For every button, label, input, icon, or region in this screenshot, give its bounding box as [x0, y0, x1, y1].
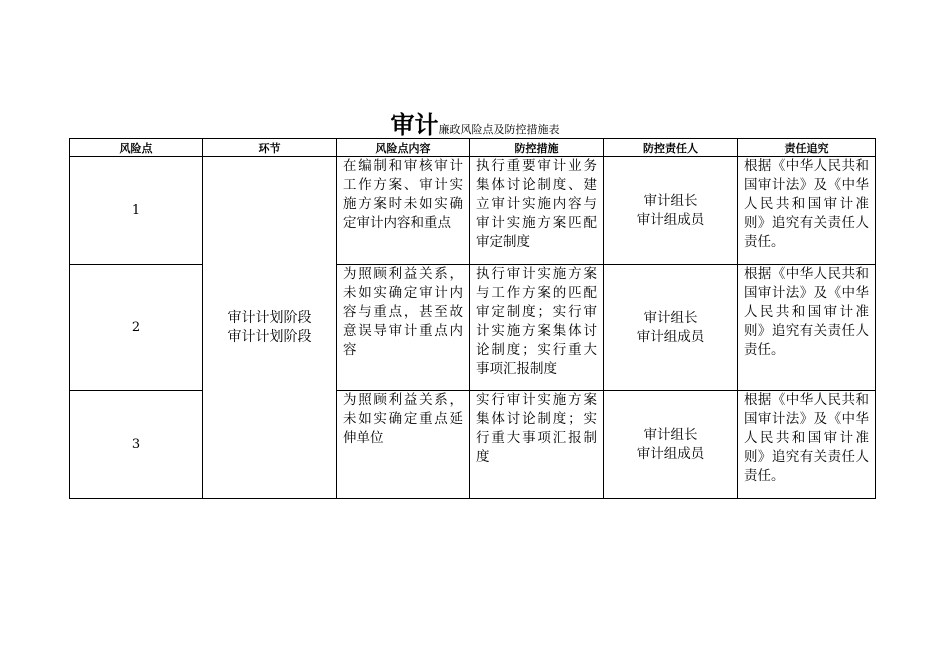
risk-number: 3 — [70, 391, 203, 499]
document-title — [0, 105, 950, 140]
stage-line: 审计计划阶段 — [227, 328, 312, 345]
risk-content: 在编制和审核审计工作方案、审计实施方案时未如实确定审计内容和重点 — [337, 157, 470, 265]
accountability: 根据《中华人民共和国审计法》及《中华人民共和国审计准则》追究有关责任人责任。 — [738, 157, 876, 265]
accountability: 根据《中华人民共和国审计法》及《中华人民共和国审计准则》追究有关责任人责任。 — [738, 391, 876, 499]
table-row — [70, 391, 876, 499]
header-risk-point: 风险点 — [70, 139, 203, 157]
stage-line: 审计计划阶段 — [227, 309, 312, 326]
responsible-person — [604, 265, 738, 391]
control-measures: 实行审计实施方案集体讨论制度；实行重大事项汇报制度 — [470, 391, 604, 499]
control-measures: 执行审计实施方案与工作方案的匹配审定制度；实行审计实施方案集体讨论制度；实行重大事项汇报制度 — [470, 265, 604, 391]
risk-number: 1 — [70, 157, 203, 265]
risk-number: 2 — [70, 265, 203, 391]
responsible-person — [604, 391, 738, 499]
responsible-line: 审计组长 — [643, 426, 698, 443]
responsible-line: 审计组成员 — [636, 328, 705, 345]
title-main: 审计 — [390, 111, 439, 139]
responsible-line: 审计组成员 — [636, 211, 705, 228]
header-stage: 环节 — [203, 139, 337, 157]
responsible-line: 审计组成员 — [636, 445, 705, 462]
table-row — [70, 265, 876, 391]
responsible-line: 审计组长 — [643, 309, 698, 326]
risk-table — [69, 138, 876, 499]
accountability: 根据《中华人民共和国审计法》及《中华人民共和国审计准则》追究有关责任人责任。 — [738, 265, 876, 391]
header-risk-content: 风险点内容 — [337, 139, 470, 157]
responsible-line: 审计组长 — [643, 192, 698, 209]
header-responsible: 防控责任人 — [604, 139, 738, 157]
control-measures: 执行重要审计业务集体讨论制度、建立审计实施内容与审计实施方案匹配审定制度 — [470, 157, 604, 265]
risk-content: 为照顾利益关系，未如实确定重点延伸单位 — [337, 391, 470, 499]
header-measures: 防控措施 — [470, 139, 604, 157]
header-row — [70, 139, 876, 157]
risk-content: 为照顾利益关系，未如实确定审计内容与重点，甚至故意误导审计重点内容 — [337, 265, 470, 391]
responsible-person — [604, 157, 738, 265]
stage-cell — [203, 157, 337, 499]
header-accountability: 责任追究 — [738, 139, 876, 157]
title-sub: 廉政风险点及防控措施表 — [438, 123, 560, 136]
table-row — [70, 157, 876, 265]
